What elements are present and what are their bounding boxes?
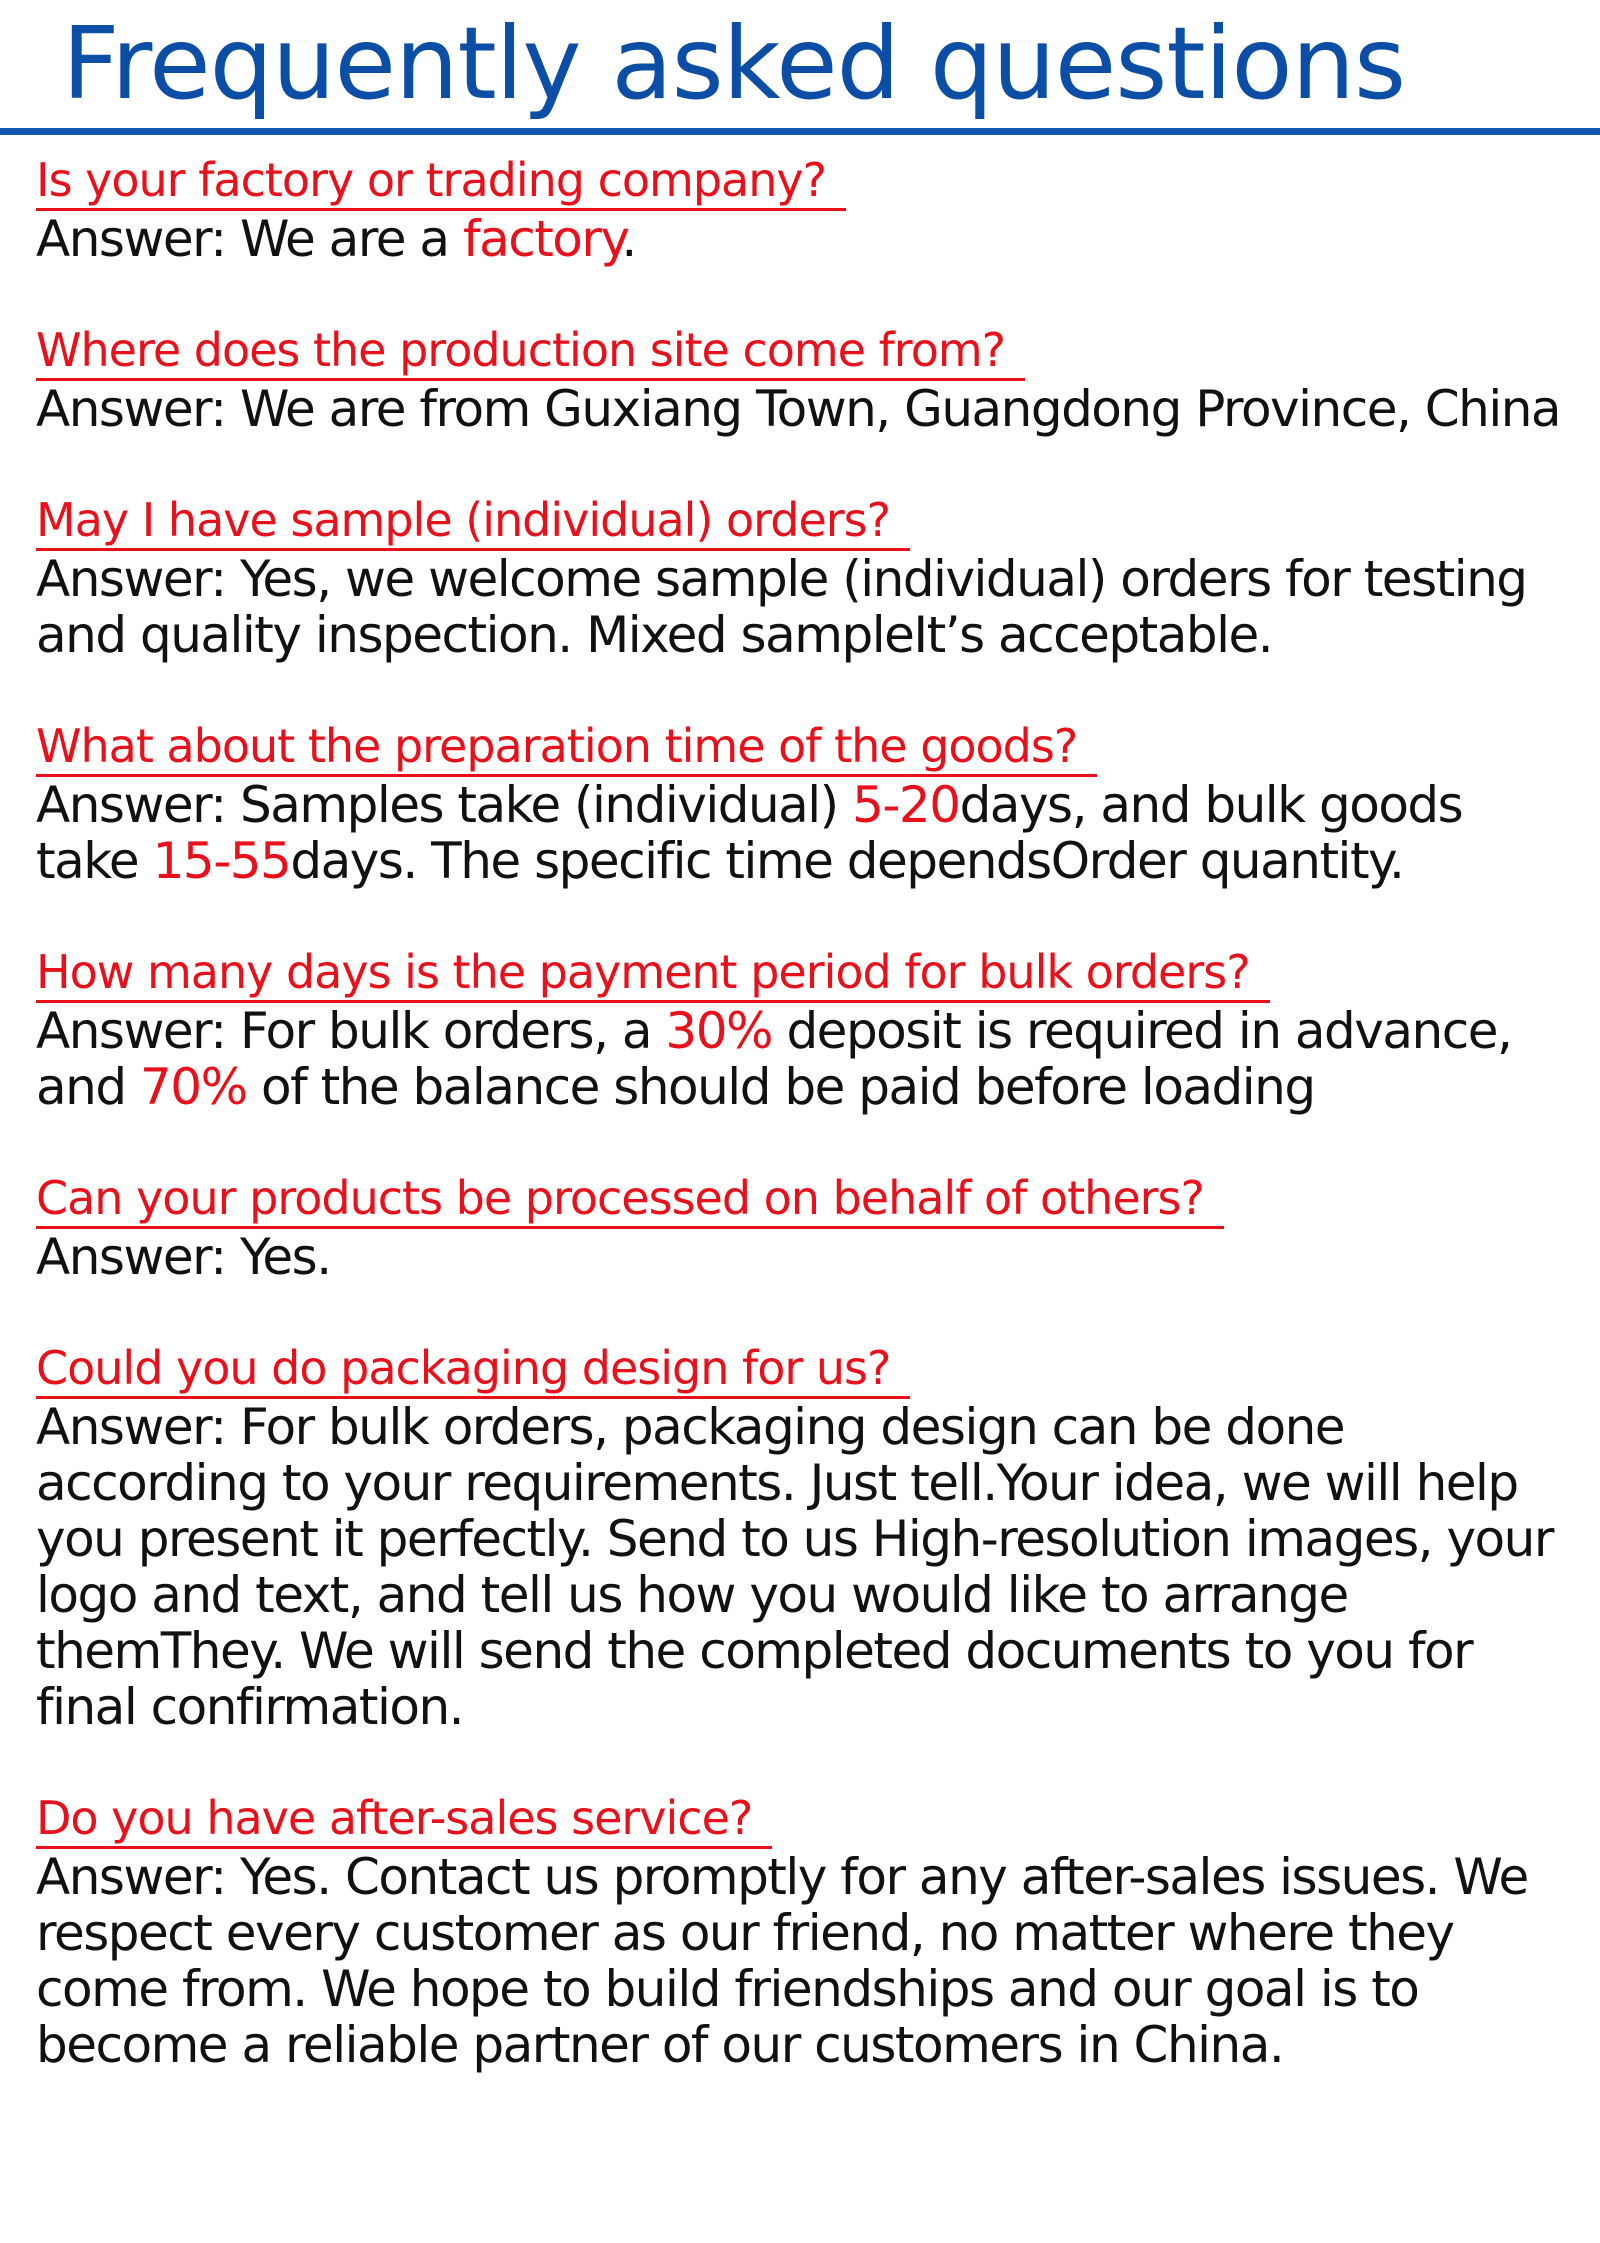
faq-item [36, 1170, 1576, 1285]
faq-question: Where does the production site come from? [36, 322, 1025, 381]
page-header [0, 0, 1600, 140]
faq-question: Do you have after-sales service? [36, 1790, 772, 1849]
answer-highlight: 30% [665, 1002, 773, 1060]
answer-text: days. The specific time dependsOrder quantity. [290, 832, 1404, 890]
faq-list [36, 152, 1576, 2128]
faq-question: What about the preparation time of the goods? [36, 718, 1097, 777]
faq-item [36, 1340, 1576, 1735]
faq-question: Can your products be processed on behalf of others? [36, 1170, 1224, 1229]
answer-highlight: factory [462, 210, 622, 268]
faq-item [36, 152, 1576, 267]
faq-item [36, 944, 1576, 1115]
answer-text: Answer: We are a [36, 210, 463, 268]
title-divider [0, 128, 1600, 135]
answer-highlight: 15-55 [152, 832, 291, 890]
answer-highlight: 5-20 [852, 776, 960, 834]
faq-answer [36, 777, 1576, 889]
faq-answer [36, 211, 1576, 267]
answer-text: deposit is required in advance, and [36, 1002, 1512, 1116]
page-title: Frequently asked questions [62, 5, 1406, 122]
answer-highlight: 70% [139, 1058, 247, 1116]
faq-question: May I have sample (individual) orders? [36, 492, 910, 551]
answer-text: of the balance should be paid before loading [246, 1058, 1315, 1116]
faq-question: How many days is the payment period for bulk orders? [36, 944, 1270, 1003]
answer-text: Answer: For bulk orders, a [36, 1002, 666, 1060]
answer-text: Answer: Samples take (individual) [36, 776, 853, 834]
faq-item [36, 492, 1576, 663]
faq-item [36, 1790, 1576, 2073]
faq-answer [36, 1003, 1576, 1115]
faq-item [36, 718, 1576, 889]
faq-question: Is your factory or trading company? [36, 152, 846, 211]
faq-answer: Answer: Yes, we welcome sample (individual) orders for testing and quality inspection. Mixed sampleIt’s acceptable. [36, 550, 1527, 664]
faq-answer: Answer: Yes. [36, 1228, 331, 1286]
faq-answer: Answer: Yes. Contact us promptly for any after-sales issues. We respect every customer as our friend, no matter where they come from. We hope to build friendships and our goal is to become a reliable partner of our customers in China. [36, 1848, 1528, 2074]
faq-item [36, 322, 1576, 437]
answer-text: days, and bulk goods take [36, 776, 1463, 890]
answer-text: . [621, 210, 636, 268]
faq-answer: Answer: We are from Guxiang Town, Guangdong Province, China [36, 380, 1561, 438]
faq-question: Could you do packaging design for us? [36, 1340, 910, 1399]
faq-answer: Answer: For bulk orders, packaging design can be done according to your requirements. Just tell.Your idea, we will help you present it perfectly. Send to us High-resolution images, your logo and text, and tell us how you would like to arrange themThey. We will send the completed documents to you for final confirmation. [36, 1398, 1553, 1736]
